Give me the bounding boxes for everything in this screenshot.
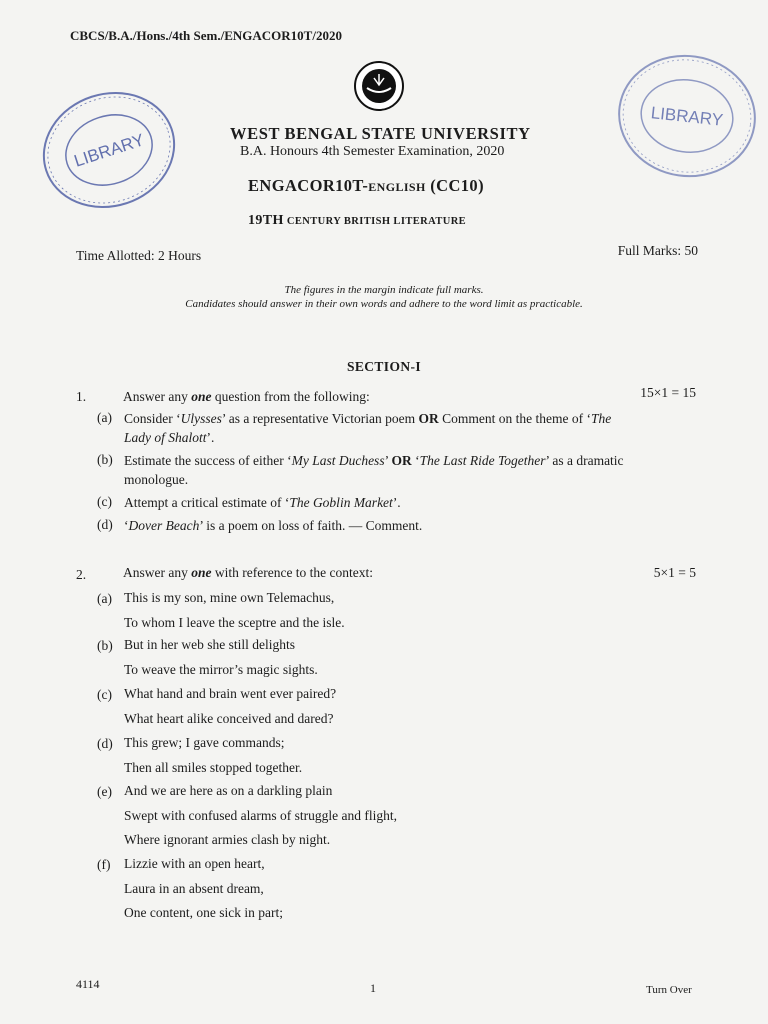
course-title: [248, 176, 484, 196]
context-line: Lizzie with an open heart,: [124, 856, 265, 871]
exam-title: B.A. Honours 4th Semester Examination, 2020: [240, 144, 505, 159]
context-line: This grew; I gave commands;: [124, 735, 285, 750]
course-code: ENGACOR10T-: [248, 176, 369, 195]
instruction-line: Candidates should answer in their own words and adhere to the word limit as practicable.: [185, 298, 583, 310]
university-name: WEST BENGAL STATE UNIVERSITY: [230, 124, 531, 143]
context-label: (c): [97, 687, 112, 702]
prompt-emphasis: one: [191, 565, 212, 580]
prompt-text: Answer any: [123, 565, 192, 580]
context-line: Swept with confused alarms of struggle and flight,: [124, 808, 397, 823]
context-line: Laura in an absent dream,: [124, 881, 264, 896]
option-text: Consider ‘Ulysses’ as a representative Victorian poem OR Comment on the theme of ‘The Lady of Shalott’.: [124, 411, 612, 445]
instruction-line: The figures in the margin indicate full marks.: [284, 284, 484, 296]
context-label: (f): [97, 857, 111, 872]
context-label: (a): [97, 591, 112, 606]
page-number: 1: [370, 981, 376, 995]
context-line: But in her web she still delights: [124, 637, 295, 652]
footer-code: 4114: [76, 977, 100, 991]
paper-title-num: 19TH: [248, 213, 284, 228]
option-text: Estimate the success of either ‘My Last Duchess’ OR ‘The Last Ride Together’ as a dramatic monologue.: [124, 453, 624, 487]
context-line: Where ignorant armies clash by night.: [124, 832, 331, 847]
question-marks: 5×1 = 5: [653, 565, 696, 580]
context-label: (e): [97, 784, 112, 799]
paper-title: [248, 213, 466, 229]
course-tag: (CC10): [425, 176, 484, 195]
prompt-text: question from the following:: [211, 389, 370, 404]
option-text: ‘Dover Beach’ is a poem on loss of faith. — Comment.: [124, 518, 423, 533]
full-marks: Full Marks: 50: [617, 243, 698, 258]
section-title: SECTION-I: [346, 359, 422, 374]
option-label: (d): [97, 517, 113, 532]
context-line: And we are here as on a darkling plain: [124, 783, 333, 798]
paper-title-rest: CENTURY BRITISH LITERATURE: [283, 216, 467, 227]
option-label: (c): [97, 494, 112, 509]
university-logo-icon: [349, 60, 409, 112]
time-allotted: Time Allotted: 2 Hours: [76, 248, 202, 263]
question-number: 1.: [76, 389, 87, 404]
course-name: ENGLISH: [368, 180, 426, 194]
paper-code: CBCS/B.A./Hons./4th Sem./ENGACOR10T/2020: [70, 28, 342, 43]
option-label: (a): [97, 410, 112, 425]
svg-text:LIBRARY: LIBRARY: [71, 130, 147, 171]
question-marks: 15×1 = 15: [640, 385, 696, 400]
context-line: What heart alike conceived and dared?: [124, 711, 334, 726]
library-stamp-right: [614, 48, 760, 184]
question-prompt: [123, 565, 373, 581]
context-line: One content, one sick in part;: [124, 905, 283, 920]
context-line: To whom I leave the sceptre and the isle.: [124, 615, 345, 630]
question-prompt: [123, 389, 370, 405]
svg-text:LIBRARY: LIBRARY: [649, 103, 724, 130]
instructions: [0, 283, 768, 311]
context-label: (d): [97, 736, 113, 751]
context-line: This is my son, mine own Telemachus,: [124, 590, 335, 605]
context-line: Then all smiles stopped together.: [124, 760, 303, 775]
option-label: (b): [97, 452, 113, 467]
library-stamp-left: [38, 86, 180, 214]
prompt-emphasis: one: [191, 389, 212, 404]
prompt-text: Answer any: [123, 389, 192, 404]
option-text: Attempt a critical estimate of ‘The Goblin Market’.: [124, 495, 401, 510]
context-line: What hand and brain went ever paired?: [124, 686, 337, 701]
turn-over: Turn Over: [646, 984, 692, 996]
question-number: 2.: [76, 567, 87, 582]
context-line: To weave the mirror’s magic sights.: [124, 662, 318, 677]
prompt-text: with reference to the context:: [211, 565, 374, 580]
context-label: (b): [97, 638, 113, 653]
